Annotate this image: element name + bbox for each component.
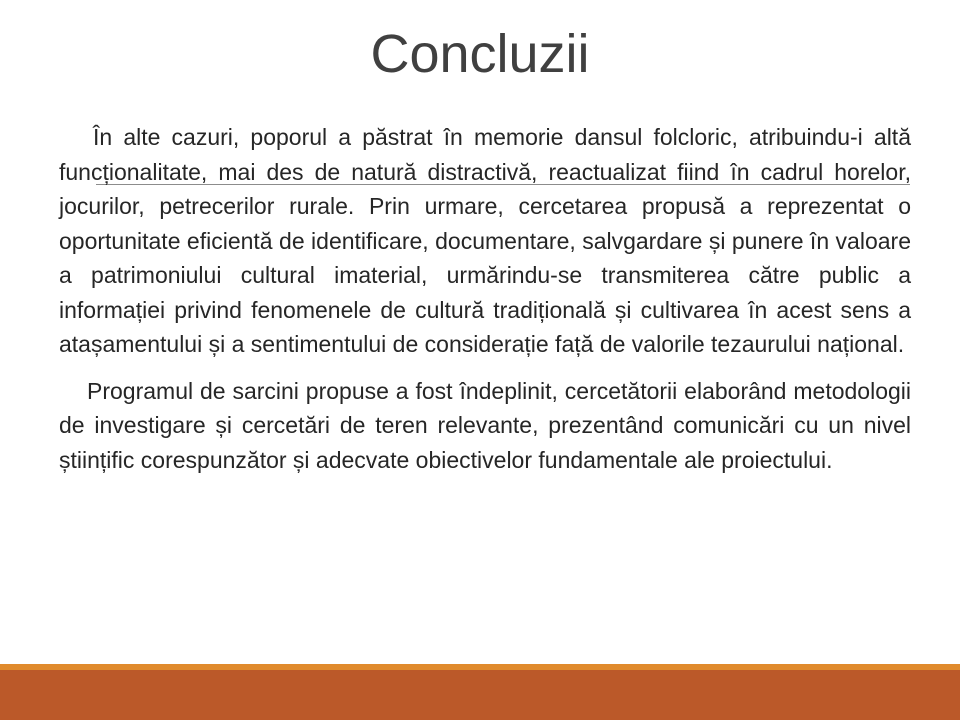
body-paragraph-1: În alte cazuri, poporul a păstrat în memorie dansul folcloric, atribuindu-i altă funcționalitate, mai des de natură distractivă, reactualizat fiind în cadrul horelor, jocurilor, petrecerilor rurale. Prin urmare, cercetarea propusă a reprezentat o oportunitate eficientă de identificare, documentare, salvgardare și punere în valoare a patrimoniului cultural imaterial, urmărindu-se transmiterea către public a informației privind fenomenele de cultură tradițională și cultivarea în acest sens a atașamentului și a sentimentului de considerație față de valorile tezaurului național. [59, 124, 911, 357]
slide-body [59, 120, 911, 477]
footer-bar [0, 664, 960, 720]
footer-accent-stripe [0, 664, 960, 670]
slide-title: Concluzii [370, 24, 590, 84]
body-paragraph-2: Programul de sarcini propuse a fost îndeplinit, cercetătorii elaborând metodologii de investigare și cercetări de teren relevante, prezentând comunicări cu un nivel științific corespunzător și adecvate obiectivelor fundamentale ale proiectului. [59, 377, 911, 473]
